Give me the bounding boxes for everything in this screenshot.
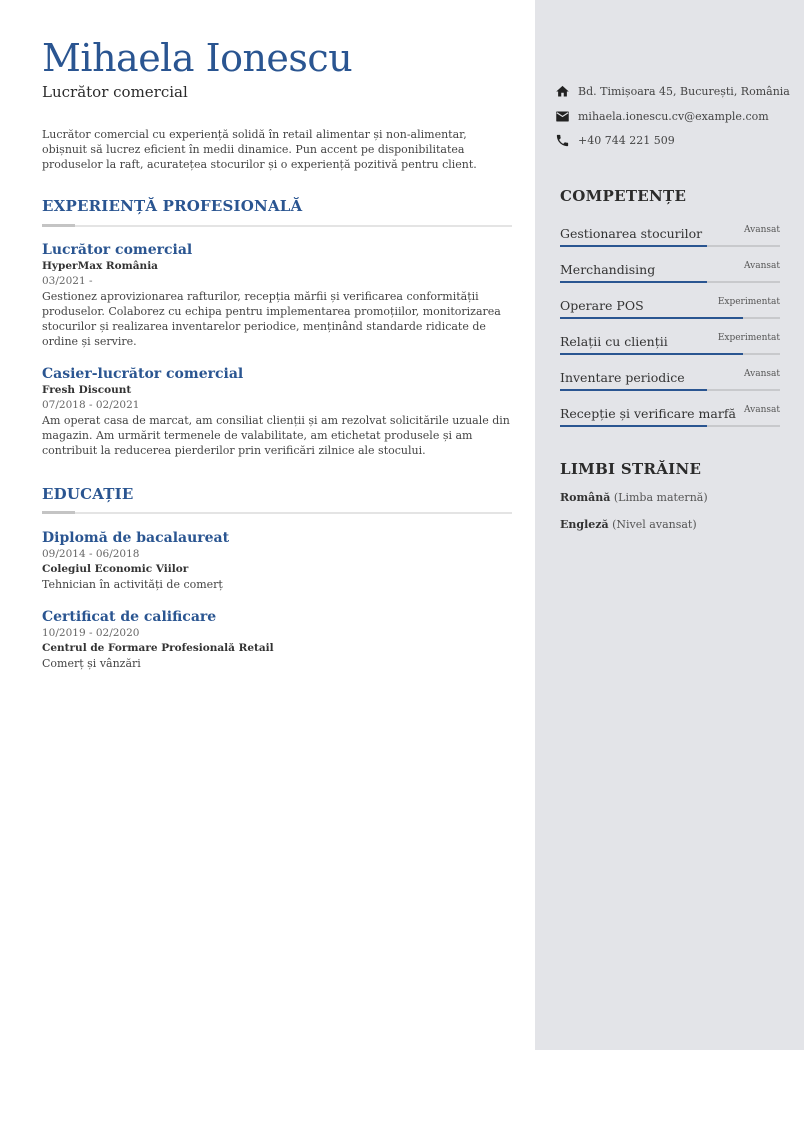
skill-label: Gestionarea stocurilor <box>560 226 703 241</box>
education-date: 09/2014 - 06/2018 <box>42 548 140 560</box>
experience-role: Lucrător comercial <box>42 242 193 258</box>
skill-bar <box>560 353 780 355</box>
candidate-name: Mihaela Ionescu <box>42 36 353 80</box>
envelope-icon <box>555 109 570 124</box>
skill-level: Avansat <box>744 225 780 235</box>
section-divider <box>42 225 512 227</box>
skill-bar <box>560 245 780 247</box>
home-icon <box>555 84 570 99</box>
address-text: Bd. Timișoara 45, București, România <box>578 85 790 98</box>
section-heading-experience: EXPERIENȚĂ PROFESIONALĂ <box>42 197 303 215</box>
experience-description: Am operat casa de marcat, am consiliat clienții și am rezolvat solicitările uzuale din magazin. Am urmărit termenele de valabilitate, am etichetat produsele și am contribuit la reducerea pierderilor prin verificări zilnice ale stocului. <box>42 414 510 457</box>
skill-bar-fill <box>560 389 707 391</box>
section-heading-education: EDUCAȚIE <box>42 485 134 503</box>
skill-bar <box>560 389 780 391</box>
skill-level: Avansat <box>744 261 780 271</box>
profile-summary: Lucrător comercial cu experiență solidă în retail alimentar și non-alimentar, obișnuit să lucrez eficient în medii dinamice. Pun accent pe disponibilitatea produselor la raft, acuratețea stocurilor și o experiență pozitivă pentru client. <box>42 128 477 171</box>
skill-level: Avansat <box>744 369 780 379</box>
experience-role: Casier-lucrător comercial <box>42 366 244 382</box>
skill-label: Recepție și verificare marfă <box>560 406 736 421</box>
skill-item <box>560 366 780 396</box>
skill-bar <box>560 425 780 427</box>
skill-bar-fill <box>560 245 707 247</box>
language-name: Română <box>560 491 611 504</box>
skill-bar-fill <box>560 353 743 355</box>
experience-entry <box>42 366 512 458</box>
skill-label: Operare POS <box>560 298 644 313</box>
skill-item <box>560 402 780 432</box>
education-degree: Diplomă de bacalaureat <box>42 530 230 546</box>
language-item <box>560 518 697 531</box>
education-field: Comerț și vânzări <box>42 657 141 670</box>
sidebar-content <box>535 0 804 1050</box>
skill-item <box>560 222 780 252</box>
skill-label: Merchandising <box>560 262 656 277</box>
education-entry <box>42 609 512 671</box>
education-entry <box>42 530 512 592</box>
skill-label: Relații cu clienții <box>560 334 668 349</box>
experience-date: 07/2018 - 02/2021 <box>42 399 140 411</box>
contact-email[interactable] <box>555 109 795 124</box>
section-divider <box>42 512 512 514</box>
skill-item <box>560 330 780 360</box>
experience-date: 03/2021 - <box>42 275 93 287</box>
phone-text[interactable]: +40 744 221 509 <box>578 134 675 147</box>
education-field: Tehnician în activități de comerț <box>42 578 223 591</box>
language-item <box>560 491 708 504</box>
skill-level: Experimentat <box>717 297 780 307</box>
skill-bar-fill <box>560 317 743 319</box>
email-link[interactable]: mihaela.ionescu.cv@example.com <box>578 110 769 123</box>
section-heading-skills: COMPETENȚE <box>560 187 687 205</box>
section-heading-languages: LIMBI STRĂINE <box>560 460 702 478</box>
divider-accent <box>42 511 75 514</box>
skill-bar <box>560 317 780 319</box>
experience-company: Fresh Discount <box>42 384 132 396</box>
skill-bar-fill <box>560 425 707 427</box>
language-level: (Nivel avansat) <box>612 518 697 531</box>
experience-company: HyperMax România <box>42 260 158 272</box>
skill-item <box>560 294 780 324</box>
skill-bar-fill <box>560 281 707 283</box>
skill-bar <box>560 281 780 283</box>
education-degree: Certificat de calificare <box>42 609 217 625</box>
language-name: Engleză <box>560 518 609 531</box>
language-level: (Limba maternă) <box>613 491 708 504</box>
education-institution: Centrul de Formare Profesională Retail <box>42 642 274 654</box>
divider-accent <box>42 224 75 227</box>
education-institution: Colegiul Economic Viilor <box>42 563 189 575</box>
skill-label: Inventare periodice <box>560 370 685 385</box>
skill-item <box>560 258 780 288</box>
experience-entry <box>42 242 512 349</box>
education-date: 10/2019 - 02/2020 <box>42 627 140 639</box>
phone-icon <box>555 133 570 148</box>
skill-level: Avansat <box>744 405 780 415</box>
job-title: Lucrător comercial <box>42 83 188 101</box>
contact-address <box>555 84 795 99</box>
experience-description: Gestionez aprovizionarea rafturilor, recepția mărfii și verificarea conformității produselor. Colaborez cu echipa pentru implementarea promoțiilor, monitorizarea stocurilor și realizarea inventarelor periodice, menținând standarde ridicate de ordine și servire. <box>42 290 501 348</box>
skill-level: Experimentat <box>717 333 780 343</box>
contact-phone[interactable] <box>555 133 795 148</box>
